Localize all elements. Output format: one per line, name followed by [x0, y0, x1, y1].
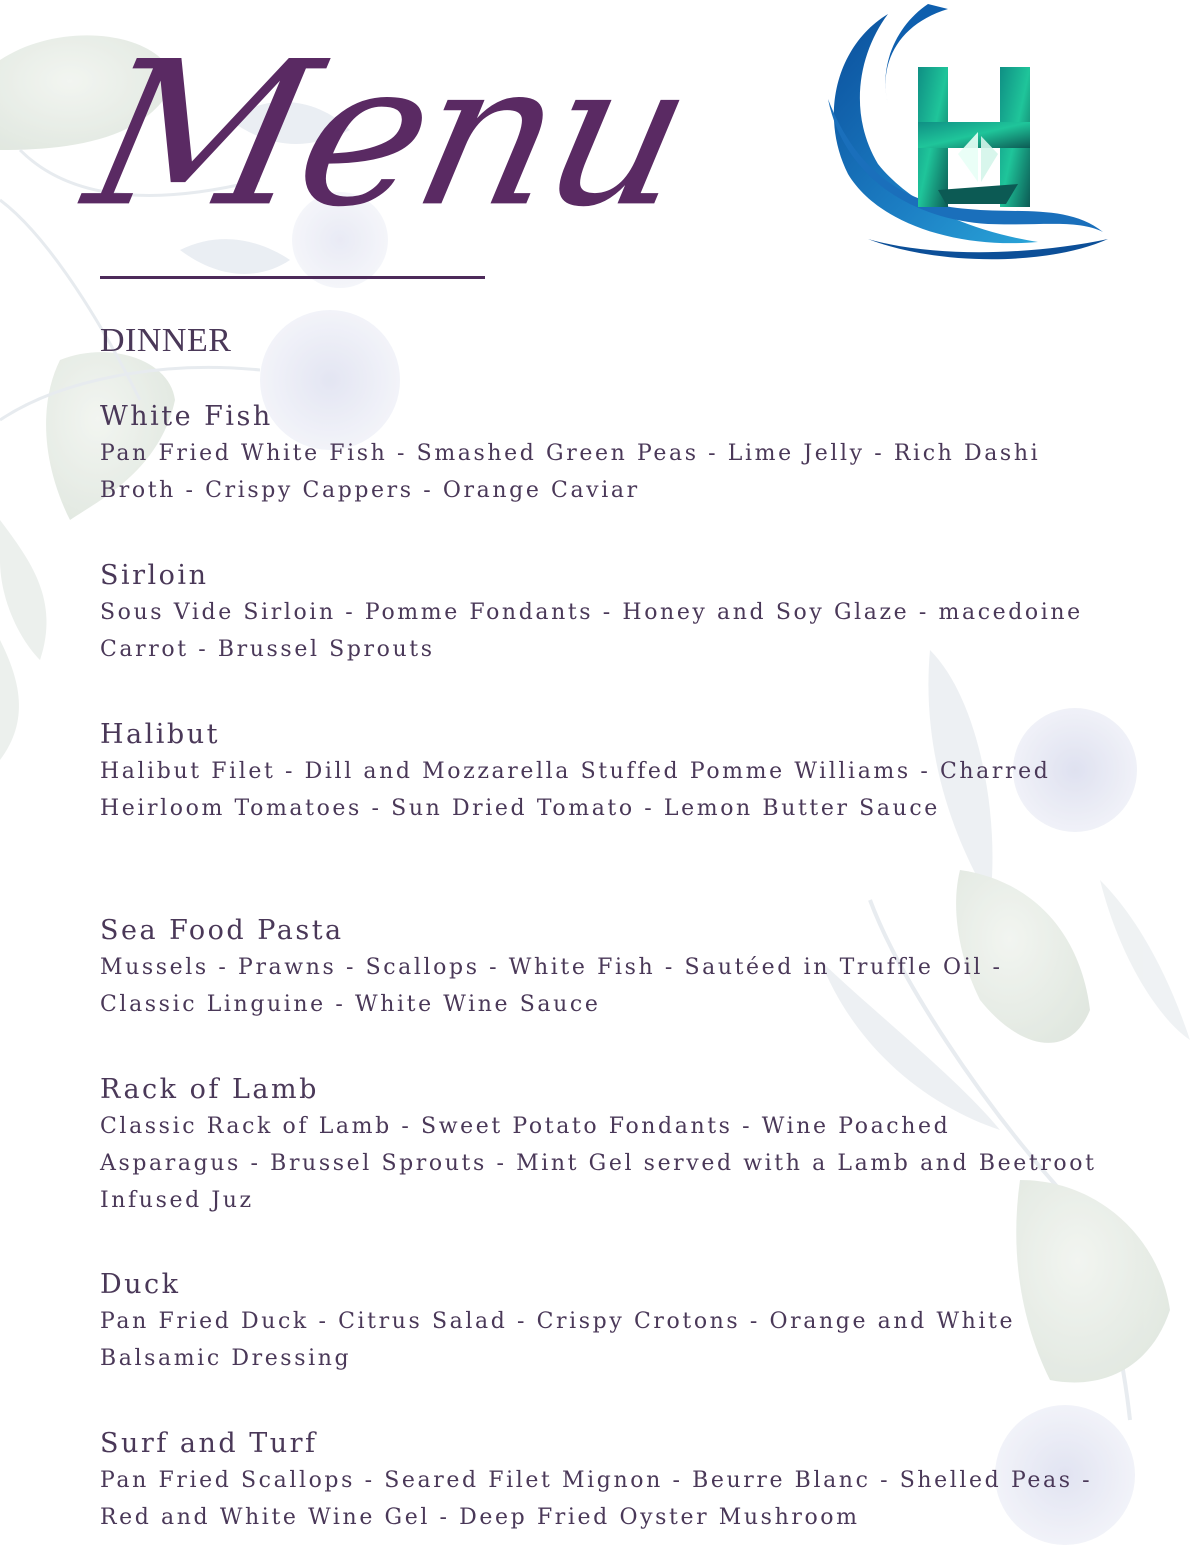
h-sailboat-logo-icon: [818, 4, 1114, 266]
menu-item: [100, 1425, 1100, 1536]
menu-item-name: White Fish: [100, 401, 273, 432]
menu-item: [100, 398, 1100, 509]
menu-item-name: Sirloin: [100, 560, 209, 591]
menu-item-description: Mussels - Prawns - Scallops - White Fish - Sautéed in Truffle Oil - Classic Linguine - White Wine Sauce: [100, 955, 1003, 1017]
page-title: Menu: [70, 18, 706, 251]
title-underline: [100, 276, 485, 279]
section-title-dinner: DINNER: [100, 322, 232, 359]
menu-item: [100, 912, 1100, 1023]
menu-item: [100, 716, 1100, 827]
menu-item-name: Rack of Lamb: [100, 1074, 319, 1105]
menu-item-description: Pan Fried Scallops - Seared Filet Mignon - Beurre Blanc - Shelled Peas - Red and White Wine Gel - Deep Fried Oyster Mushroom: [100, 1468, 1093, 1530]
menu-item-description: Classic Rack of Lamb - Sweet Potato Fondants - Wine Poached Asparagus - Brussel Sprouts - Mint Gel served with a Lamb and Beetroot Infused Juz: [100, 1114, 1097, 1213]
menu-item-description: Pan Fried White Fish - Smashed Green Peas - Lime Jelly - Rich Dashi Broth - Crispy Cappers - Orange Caviar: [100, 441, 1041, 503]
menu-item-name: Duck: [100, 1269, 181, 1300]
menu-item: [100, 557, 1100, 668]
menu-item: [100, 1266, 1100, 1377]
menu-item-description: Halibut Filet - Dill and Mozzarella Stuffed Pomme Williams - Charred Heirloom Tomatoes - Sun Dried Tomato - Lemon Butter Sauce: [100, 759, 1051, 821]
menu-item-name: Halibut: [100, 719, 220, 750]
menu-title-block: [70, 18, 706, 280]
menu-item-description: Sous Vide Sirloin - Pomme Fondants - Honey and Soy Glaze - macedoine Carrot - Brussel Sprouts: [100, 600, 1083, 662]
menu-item-description: Pan Fried Duck - Citrus Salad - Crispy Crotons - Orange and White Balsamic Dressing: [100, 1309, 1016, 1371]
menu-item-name: Surf and Turf: [100, 1428, 318, 1459]
menu-item-name: Sea Food Pasta: [100, 915, 344, 946]
menu-item: [100, 1071, 1100, 1219]
logo-letter: H: [818, 4, 819, 5]
